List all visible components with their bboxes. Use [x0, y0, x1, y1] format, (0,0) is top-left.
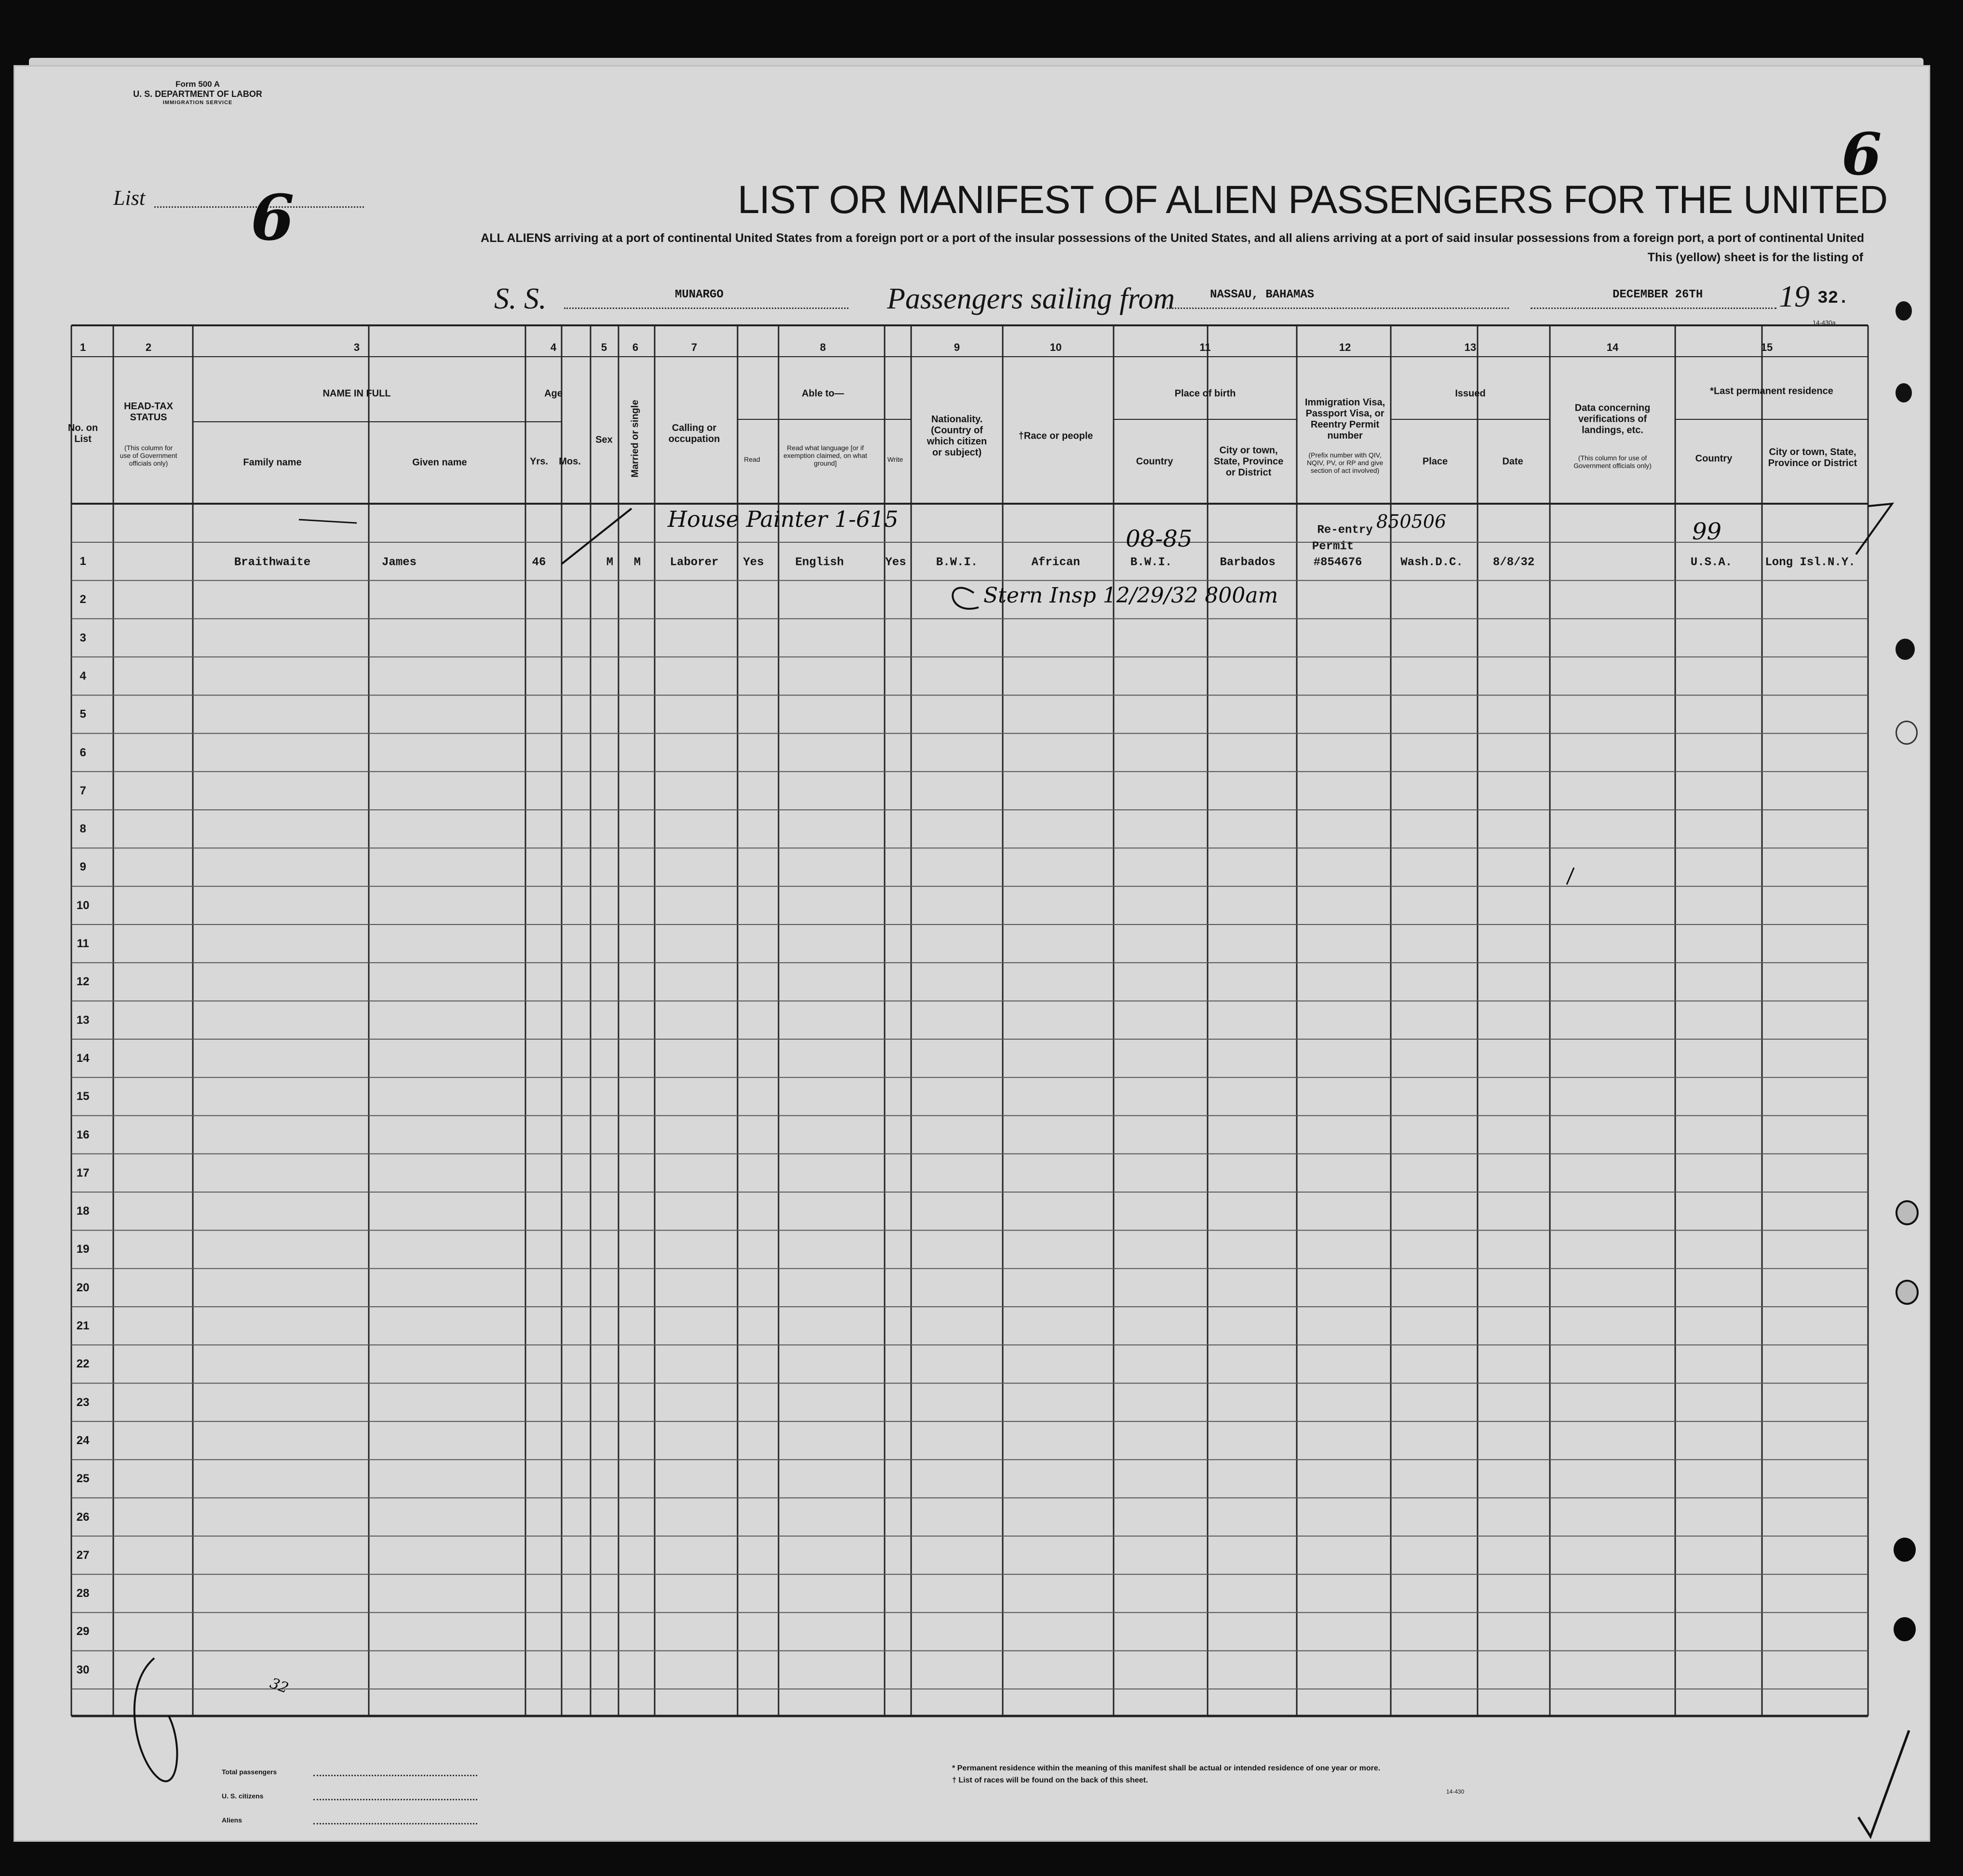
passenger-permit-line1: Re-entry — [1317, 523, 1373, 537]
header-yrs: Yrs. — [530, 456, 548, 467]
aliens-line — [313, 1823, 477, 1824]
passenger-permit-line2: Permit — [1312, 540, 1354, 553]
form-number: Form 500 A — [175, 80, 220, 89]
row-number: 8 — [80, 822, 86, 836]
header-issued-date: Date — [1502, 456, 1523, 467]
date-line — [1531, 308, 1776, 309]
row-number: 23 — [76, 1395, 90, 1409]
header-name-in-full: NAME IN FULL — [323, 388, 391, 399]
year-suffix: 32. — [1817, 288, 1849, 308]
birth-handwritten: 08-85 — [1126, 525, 1193, 552]
passenger-given-name: James — [381, 556, 417, 569]
binder-hole — [1896, 721, 1918, 745]
passenger-language: English — [795, 556, 844, 569]
list-number: 6 — [251, 181, 295, 255]
header-data-concerning: Data concerning verifications of landings, etc. — [1574, 402, 1651, 436]
residence-handwritten: 99 — [1692, 518, 1722, 545]
subtitle-line1: ALL ALIENS arriving at a port of continental United States from a foreign port or a port of the insular possessions of the United States, and all aliens arriving at a port of said insular possessions from a foreign port, a port of continental United — [481, 231, 1864, 245]
passenger-read: Yes — [743, 556, 764, 569]
passenger-birth-country: B.W.I. — [1130, 556, 1172, 569]
departure-port: NASSAU, BAHAMAS — [1210, 288, 1315, 301]
page-title: LIST OR MANIFEST OF ALIEN PASSENGERS FOR THE UNITED — [738, 178, 1888, 222]
ship-name: MUNARGO — [675, 288, 724, 301]
row-number: 18 — [76, 1205, 90, 1218]
header-head-tax-note: (This column for use of Government officials only) — [120, 443, 177, 468]
corner-number: 6 — [1842, 121, 1882, 188]
header-data-note: (This column for use of Government officials only) — [1573, 454, 1652, 469]
header-last-residence: *Last permanent residence — [1710, 386, 1833, 397]
binder-hole — [1894, 1617, 1916, 1641]
colnum-10: 10 — [1049, 341, 1062, 353]
footnote-residence: * Permanent residence within the meaning of this manifest shall be actual or intended residence of one year or more. — [952, 1764, 1381, 1772]
binder-hole — [1894, 1538, 1916, 1562]
header-res-country: Country — [1695, 453, 1733, 464]
ss-label: S. S. — [494, 282, 547, 315]
header-family-name: Family name — [243, 457, 302, 468]
binder-hole — [1896, 383, 1912, 402]
footer-code: 14-430 — [1446, 1788, 1465, 1795]
row-number: 4 — [80, 669, 86, 683]
passenger-write: Yes — [885, 556, 906, 569]
row-number: 29 — [76, 1625, 90, 1638]
header-given-name: Given name — [412, 457, 467, 468]
row-number: 1 — [80, 555, 86, 568]
us-citizens-label: U. S. citizens — [222, 1792, 264, 1800]
department: U. S. DEPARTMENT OF LABOR — [133, 89, 262, 99]
passenger-res-city: Long Isl.N.Y. — [1765, 556, 1855, 569]
row-number: 15 — [76, 1090, 90, 1103]
row-number: 7 — [80, 784, 86, 797]
total-passengers-label: Total passengers — [222, 1768, 277, 1776]
year-prefix: 19 — [1779, 279, 1810, 313]
form-header — [96, 80, 299, 106]
header-issued: Issued — [1455, 388, 1486, 399]
header-visa-note: (Prefix number with QIV, NQIV, PV, or RP and give section of act involved) — [1306, 451, 1384, 475]
list-label: List — [113, 186, 146, 210]
header-birth-country: Country — [1136, 456, 1173, 467]
passenger-res-country: U.S.A. — [1690, 556, 1733, 569]
passenger-birth-city: Barbados — [1220, 556, 1276, 569]
row-number: 30 — [76, 1663, 90, 1676]
row-number: 14 — [76, 1051, 90, 1065]
row-number: 21 — [76, 1319, 90, 1332]
header-able-to: Able to— — [802, 388, 844, 399]
colnum-8: 8 — [820, 341, 826, 353]
aliens-label: Aliens — [222, 1816, 242, 1824]
row-number: 16 — [76, 1128, 90, 1141]
manifest-sheet — [13, 65, 1930, 1842]
colnum-14: 14 — [1606, 341, 1619, 353]
row-number: 3 — [80, 631, 86, 644]
header-age: Age — [544, 388, 563, 399]
binder-hole — [1896, 1280, 1919, 1305]
colnum-2: 2 — [145, 341, 152, 353]
colnum-4: 4 — [550, 341, 557, 353]
passenger-occupation: Laborer — [670, 556, 719, 569]
row-number: 19 — [76, 1243, 90, 1256]
colnum-1: 1 — [80, 341, 86, 353]
passenger-issued-place: Wash.D.C. — [1400, 556, 1463, 569]
footnote-races: † List of races will be found on the back of this sheet. — [952, 1776, 1148, 1784]
us-citizens-line — [313, 1799, 477, 1800]
row-number: 2 — [80, 593, 86, 606]
total-passengers-line — [313, 1775, 477, 1776]
occupation-handwritten: House Painter 1-615 — [668, 506, 899, 532]
colnum-7: 7 — [691, 341, 698, 353]
sheet-code: 14-430a — [1813, 319, 1836, 326]
header-sex: Sex — [595, 434, 613, 445]
permit-handwritten: 850506 — [1376, 511, 1447, 532]
header-mos: Mos. — [559, 456, 581, 467]
header-read: Read — [744, 455, 760, 463]
header-issued-place: Place — [1422, 456, 1448, 467]
row-number: 17 — [76, 1166, 90, 1179]
colnum-9: 9 — [954, 341, 960, 353]
row-number: 28 — [76, 1587, 90, 1600]
sailing-label: Passengers sailing from — [887, 282, 1175, 315]
passenger-race: African — [1031, 556, 1080, 569]
header-visa: Immigration Visa, Passport Visa, or Reentry Permit number — [1304, 397, 1385, 441]
colnum-3: 3 — [353, 341, 360, 353]
colnum-15: 15 — [1761, 341, 1773, 353]
inspector-handwritten: Stern Insp 12/29/32 800am — [983, 583, 1278, 608]
row-number: 25 — [76, 1472, 90, 1486]
header-calling: Calling or occupation — [668, 423, 720, 444]
passenger-marital: M — [633, 556, 641, 569]
row-number: 26 — [76, 1510, 90, 1524]
header-married: Married or single — [630, 400, 641, 478]
colnum-5: 5 — [601, 341, 607, 353]
header-place-of-birth: Place of birth — [1174, 388, 1236, 399]
colnum-13: 13 — [1464, 341, 1477, 353]
passenger-sex: M — [606, 556, 614, 569]
passenger-age: 46 — [532, 556, 546, 569]
passenger-issued-date: 8/8/32 — [1492, 556, 1535, 569]
header-head-tax: HEAD-TAX STATUS — [124, 401, 173, 423]
binder-hole — [1896, 639, 1915, 660]
page-mark: 32 — [268, 1675, 291, 1697]
header-write: Write — [887, 455, 903, 463]
binder-hole — [1896, 301, 1912, 321]
row-number: 22 — [76, 1357, 90, 1371]
binder-hole — [1896, 1200, 1919, 1225]
subtitle-line2: This (yellow) sheet is for the listing of — [1647, 251, 1863, 264]
sailing-date: DECEMBER 26TH — [1613, 288, 1703, 301]
header-birth-city: City or town, State, Province or District — [1213, 445, 1284, 478]
row-number: 11 — [77, 937, 89, 950]
passenger-family-name: Braithwaite — [234, 556, 311, 569]
row-number: 27 — [76, 1548, 90, 1562]
row-number: 5 — [80, 708, 86, 721]
row-number: 6 — [80, 746, 86, 759]
ship-line — [564, 308, 848, 309]
row-number: 10 — [76, 898, 90, 912]
row-number: 13 — [76, 1013, 90, 1027]
colnum-11: 11 — [1199, 341, 1211, 353]
passenger-permit-number: #854676 — [1313, 556, 1362, 569]
header-res-city: City or town, State, Province or District — [1768, 447, 1857, 469]
row-number: 24 — [76, 1434, 90, 1447]
row-number: 20 — [76, 1281, 90, 1294]
colnum-6: 6 — [632, 341, 639, 353]
service: IMMIGRATION SERVICE — [162, 99, 233, 106]
header-no-on-list: No. on List — [67, 423, 98, 444]
passenger-nationality: B.W.I. — [936, 556, 978, 569]
row-number: 12 — [76, 975, 90, 989]
header-nationality: Nationality. (Country of which citizen or subject) — [927, 414, 987, 458]
row-number: 9 — [80, 860, 86, 874]
header-race: †Race or people — [1018, 430, 1093, 442]
colnum-12: 12 — [1339, 341, 1351, 353]
header-read-language: Read what language [or if exemption claimed, on what ground] — [783, 443, 867, 468]
port-line — [1167, 308, 1509, 309]
